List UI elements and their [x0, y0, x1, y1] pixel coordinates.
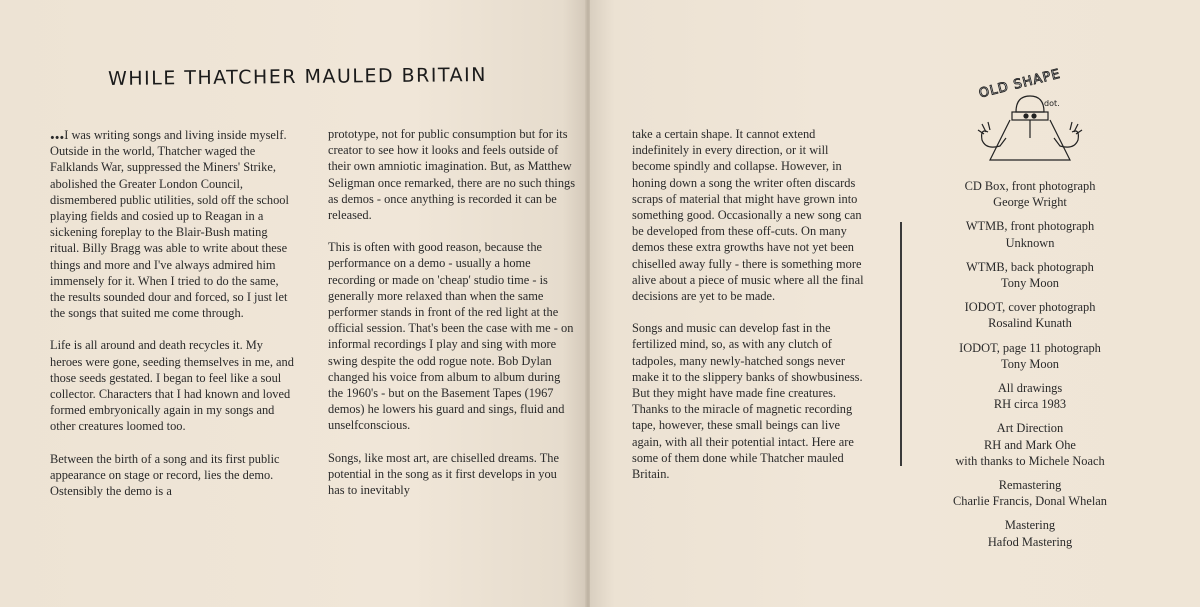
credit-role: CD Box, front photograph [964, 179, 1096, 193]
credit-person: Hafod Mastering [987, 534, 1073, 549]
credit-item [920, 380, 1140, 412]
credit-item [920, 218, 1140, 250]
paragraph: Songs and music can develop fast in the fertilized mind, so, as with any clutch of tadpoles, many newly-hatched songs never make it to the slippery banks of showbusiness. But they might have made fine creatures. Thanks to the miracle of magnetic recording tape, however, these small beings can live again, with all their potential intact. Here are some of them done while Thatcher mauled Britain. [632, 321, 863, 482]
paragraph: prototype, not for public consumption but for its creator to see how it looks and feels outside of their own amniotic imagination. But, as Matthew Seligman once remarked, there are no such things as demos - once anything is recorded it can be released. [328, 127, 576, 223]
paragraph [50, 123, 296, 321]
left-page [0, 0, 586, 607]
credit-person: Rosalind Kunath [988, 316, 1072, 331]
page-title: WHILE THATCHER MAULED BRITAIN [107, 64, 487, 90]
credit-person: Tony Moon [1001, 276, 1059, 291]
credit-role: All drawings [997, 381, 1063, 396]
credit-item [920, 178, 1140, 210]
credit-person: Tony Moon [1001, 356, 1059, 371]
credit-item [920, 340, 1140, 372]
credit-role: WTMB, back photograph [966, 259, 1094, 274]
right-page [590, 0, 1200, 607]
text-column-1 [50, 123, 296, 515]
credit-item [920, 420, 1140, 469]
credit-role: WTMB, front photograph [965, 219, 1095, 234]
old-shape-logo-icon [970, 60, 1090, 170]
credit-item [920, 517, 1140, 549]
text-column-2 [328, 126, 576, 514]
credit-role: IODOT, page 11 photograph [959, 340, 1101, 355]
credit-role: Mastering [1004, 518, 1056, 533]
paragraph: This is often with good reason, because the performance on a demo - usually a home recording or made on 'cheap' studio time - is generally more relaxed than when the same performer stands in front of the red light at the official session. That's been the case with me - on informal recordings I play and sing with more swing despite the odd rogue note. Bob Dylan changed his voice from album to album during the 1960's - but on the Basement Tapes (1967 demos) he lowers his guard and sings, fluid and unselfconscious. [328, 240, 574, 433]
drop-ellipsis: ... [50, 123, 65, 144]
paragraph: Songs, like most art, are chiselled dreams. The potential in the song as it first develops in you has to inevitably [328, 450, 560, 498]
credit-person: with thanks to Michele Noach [955, 453, 1105, 468]
credit-person: George Wright [993, 195, 1067, 210]
paragraph-text: I was writing songs and living inside myself. Outside in the world, Thatcher waged the Falklands War, suppressed the Miners' Strike, abolished the Greater London Council, dismembered public utilities, sold off the school playing fields and cosied up to Reagan in a sickening foreplay to the Blair-Bush mating ritual. Billy Bragg was able to write about these things and more and I've always admired him immensely for it. When I tried to do the same, the results sounded dour and forced, so I just let the songs that suited me come through. [50, 128, 289, 321]
paragraph: take a certain shape. It cannot extend indefinitely in every direction, or it will become spindly and collapse. However, in honing down a song the writer often discards scraps of material that might have grown into something good. Occasionally a new song can be developed from these off-cuts. On many demos these extra growths have not yet been chiselled away fully - there is something more alive about a piece of music where all the final decisions are yet to be made. [632, 127, 864, 304]
credit-role: IODOT, cover photograph [964, 300, 1096, 315]
credit-item [920, 259, 1140, 291]
credit-item [920, 299, 1140, 331]
credit-role: Remastering [998, 478, 1062, 493]
paragraph: Life is all around and death recycles it. My heroes were gone, seeding themselves in me, and those seeds gestated. I began to feel like a soul collector. Characters that I had known and loved formed embryonically again in my songs and other creatures loomed too. [50, 338, 294, 434]
credits-list [920, 178, 1140, 558]
credit-role: Art Direction [996, 421, 1064, 436]
svg-text:OLD SHAPE: OLD SHAPE [977, 66, 1063, 102]
vertical-rule [900, 222, 902, 466]
credit-person: Charlie Francis, Donal Whelan [953, 494, 1107, 509]
credit-person: RH circa 1983 [993, 397, 1067, 412]
credit-person: RH and Mark Ohe [984, 437, 1076, 452]
credit-item [920, 477, 1140, 509]
svg-text:dot.: dot. [1044, 99, 1060, 108]
credit-person: Unknown [1005, 235, 1055, 250]
paragraph: Between the birth of a song and its first public appearance on stage or record, lies the demo. Ostensibly the demo is a [50, 451, 280, 499]
text-column-3 [632, 126, 864, 498]
